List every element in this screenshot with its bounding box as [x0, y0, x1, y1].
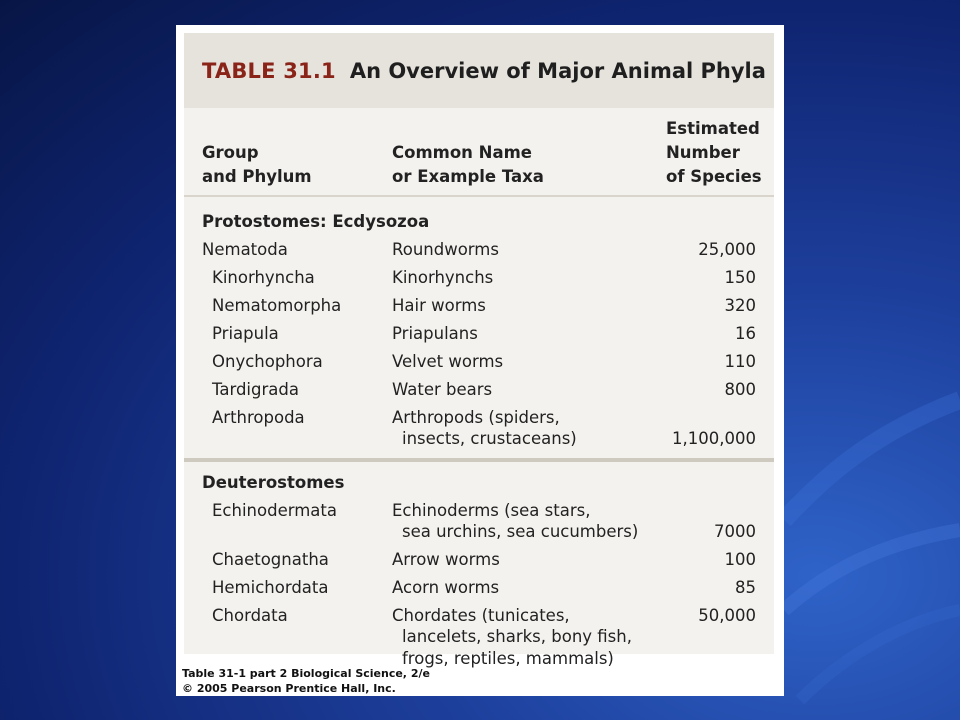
phylum-name: Nematoda [202, 240, 288, 259]
credit-text: Table 31-1 part 2 Biological Science, 2/e [182, 667, 430, 680]
common-name: Kinorhynchs [392, 268, 494, 287]
species-count: 800 [724, 380, 756, 399]
header-group [202, 141, 312, 189]
header-species [666, 117, 762, 189]
common-name: sea urchins, sea cucumbers) [402, 522, 639, 541]
header-species-line: Number [666, 143, 740, 162]
species-count: 110 [724, 352, 756, 371]
common-name: Echinoderms (sea stars, [392, 501, 591, 520]
header-common-line: Common Name [392, 143, 532, 162]
species-count: 100 [724, 550, 756, 569]
phylum-name: Hemichordata [212, 578, 329, 597]
phylum-name: Chordata [212, 606, 288, 625]
section-heading: Deuterostomes [202, 473, 345, 492]
common-name: Chordates (tunicates, [392, 606, 570, 625]
phylum-name: Nematomorpha [212, 296, 342, 315]
common-name: Velvet worms [392, 352, 504, 371]
phylum-name: Priapula [212, 324, 279, 343]
common-name: insects, crustaceans) [402, 429, 577, 448]
phylum-name: Tardigrada [212, 380, 299, 399]
table-number: TABLE 31.1 [202, 58, 336, 83]
species-count: 320 [724, 296, 756, 315]
phylum-name: Echinodermata [212, 501, 337, 520]
header-species-line: of Species [666, 167, 762, 186]
species-count: 50,000 [698, 606, 756, 625]
slide-card [176, 25, 784, 696]
header-common-name [392, 141, 544, 189]
common-name: Priapulans [392, 324, 478, 343]
header-common-line: or Example Taxa [392, 167, 544, 186]
common-name: Arthropods (spiders, [392, 408, 560, 427]
common-name: Acorn worms [392, 578, 500, 597]
header-rule [184, 195, 774, 197]
header-group-line: Group [202, 143, 259, 162]
phyla-table [184, 108, 774, 668]
species-count: 25,000 [698, 240, 756, 259]
common-name: Water bears [392, 380, 493, 399]
phylum-name: Arthropoda [212, 408, 305, 427]
header-group-line: and Phylum [202, 167, 312, 186]
table-title: An Overview of Major Animal Phyla [349, 58, 766, 83]
species-count: 1,100,000 [672, 429, 756, 448]
species-count: 16 [735, 324, 756, 343]
common-name: Hair worms [392, 296, 486, 315]
phylum-name: Onychophora [212, 352, 323, 371]
species-count: 7000 [714, 522, 756, 541]
header-species-line: Estimated [666, 119, 760, 138]
section-heading: Protostomes: Ecdysozoa [202, 212, 430, 231]
common-name: Roundworms [392, 240, 499, 259]
credit-line [182, 666, 430, 696]
table-title-bar [184, 33, 774, 108]
species-count: 150 [724, 268, 756, 287]
species-count: 85 [735, 578, 756, 597]
section-divider [184, 458, 774, 462]
phylum-name: Chaetognatha [212, 550, 329, 569]
common-name: frogs, reptiles, mammals) [402, 649, 614, 668]
phylum-name: Kinorhyncha [212, 268, 315, 287]
common-name: Arrow worms [392, 550, 500, 569]
common-name: lancelets, sharks, bony fish, [402, 627, 632, 646]
copyright-text: © 2005 Pearson Prentice Hall, Inc. [182, 682, 396, 695]
